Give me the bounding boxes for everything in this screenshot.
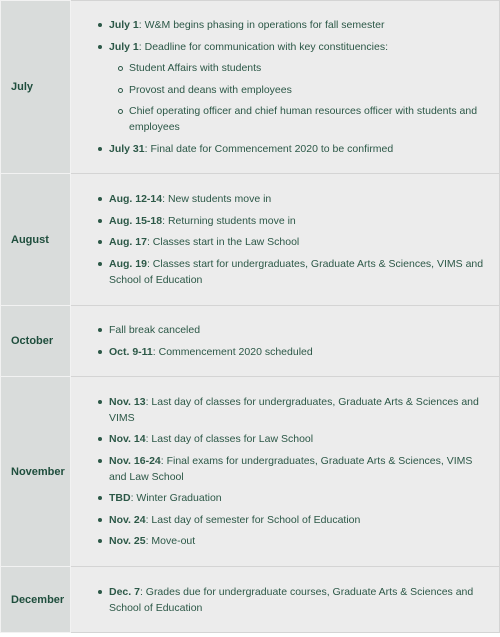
event-list — [71, 17, 499, 157]
list-item — [109, 141, 489, 157]
list-item — [109, 394, 489, 426]
schedule-body — [1, 1, 500, 633]
month-label: July — [11, 81, 34, 93]
sub-list — [109, 60, 489, 135]
event-text: : New students move in — [162, 193, 272, 206]
list-item — [109, 512, 489, 528]
list-item — [109, 234, 489, 250]
event-text: : W&M begins phasing in operations for fall semester — [138, 19, 385, 32]
date-label: Nov. 25 — [109, 535, 146, 548]
sub-item-text: Student Affairs with students — [129, 62, 262, 75]
month-cell — [1, 174, 71, 306]
event-text: : Returning students move in — [162, 214, 296, 227]
items-cell — [71, 377, 500, 567]
list-item — [109, 533, 489, 549]
month-label: October — [11, 335, 54, 347]
items-cell — [71, 306, 500, 377]
row-october — [1, 306, 500, 377]
row-november — [1, 377, 500, 567]
date-label: Oct. 9-11 — [109, 345, 153, 358]
event-list — [71, 191, 499, 288]
event-text: : Last day of classes for Law School — [145, 433, 314, 446]
date-label: TBD — [109, 492, 131, 505]
month-cell — [1, 377, 71, 567]
date-label: July 31 — [109, 142, 145, 155]
list-item — [109, 490, 489, 506]
sub-item-text: Chief operating officer and chief human resources officer with students and employees — [129, 105, 478, 134]
month-label: November — [11, 465, 65, 478]
month-label: December — [11, 593, 65, 606]
date-label: Aug. 15-18 — [109, 214, 163, 227]
date-label: Dec. 7 — [109, 585, 140, 598]
date-label: July 1 — [109, 40, 139, 53]
month-cell — [1, 306, 71, 377]
sub-list-item — [129, 60, 479, 76]
event-text: : Last day of semester for School of Education — [145, 513, 361, 526]
list-item — [109, 322, 489, 338]
month-cell — [1, 1, 71, 174]
month-label: August — [11, 233, 49, 246]
date-label: Nov. 13 — [109, 395, 146, 408]
sub-list-item — [129, 103, 479, 135]
event-text: : Final exams for undergraduates, Graduate Arts & Sciences, VIMS and Law School — [109, 454, 473, 483]
list-item — [109, 344, 489, 360]
event-text: Fall break canceled — [109, 324, 201, 337]
list-item — [109, 431, 489, 447]
date-label: Aug. 17 — [109, 236, 147, 249]
event-text: : Grades due for undergraduate courses, Graduate Arts & Sciences and School of Education — [109, 585, 474, 614]
list-item — [109, 584, 489, 616]
items-cell — [71, 1, 500, 174]
list-item — [109, 256, 489, 288]
row-july — [1, 1, 500, 174]
event-text: : Last day of classes for undergraduates, Graduate Arts & Sciences and VIMS — [109, 395, 479, 424]
event-list — [71, 322, 499, 360]
date-label: Nov. 14 — [109, 433, 146, 446]
items-cell — [71, 174, 500, 306]
date-label: July 1 — [109, 19, 139, 32]
sub-item-text: Provost and deans with employees — [129, 83, 292, 96]
event-text: : Move-out — [145, 535, 196, 548]
event-text: : Classes start in the Law School — [146, 236, 300, 249]
list-item — [109, 39, 489, 136]
list-item — [109, 191, 489, 207]
event-list — [71, 394, 499, 550]
event-text: : Classes start for undergraduates, Graduate Arts & Sciences, VIMS and School of Education — [109, 257, 484, 286]
event-text: : Deadline for communication with key constituencies: — [138, 40, 388, 53]
event-text: : Commencement 2020 scheduled — [152, 345, 313, 358]
event-text: : Winter Graduation — [130, 492, 222, 505]
date-label: Nov. 24 — [109, 513, 146, 526]
date-label: Aug. 19 — [109, 257, 147, 270]
month-cell — [1, 567, 71, 633]
list-item — [109, 213, 489, 229]
date-label: Aug. 12-14 — [109, 193, 163, 206]
list-item — [109, 453, 489, 485]
event-text: : Final date for Commencement 2020 to be confirmed — [144, 142, 394, 155]
row-december — [1, 567, 500, 633]
items-cell — [71, 567, 500, 633]
sub-list-item — [129, 82, 479, 98]
list-item — [109, 17, 489, 33]
event-list — [71, 584, 499, 616]
row-august — [1, 174, 500, 306]
date-label: Nov. 16-24 — [109, 454, 161, 467]
